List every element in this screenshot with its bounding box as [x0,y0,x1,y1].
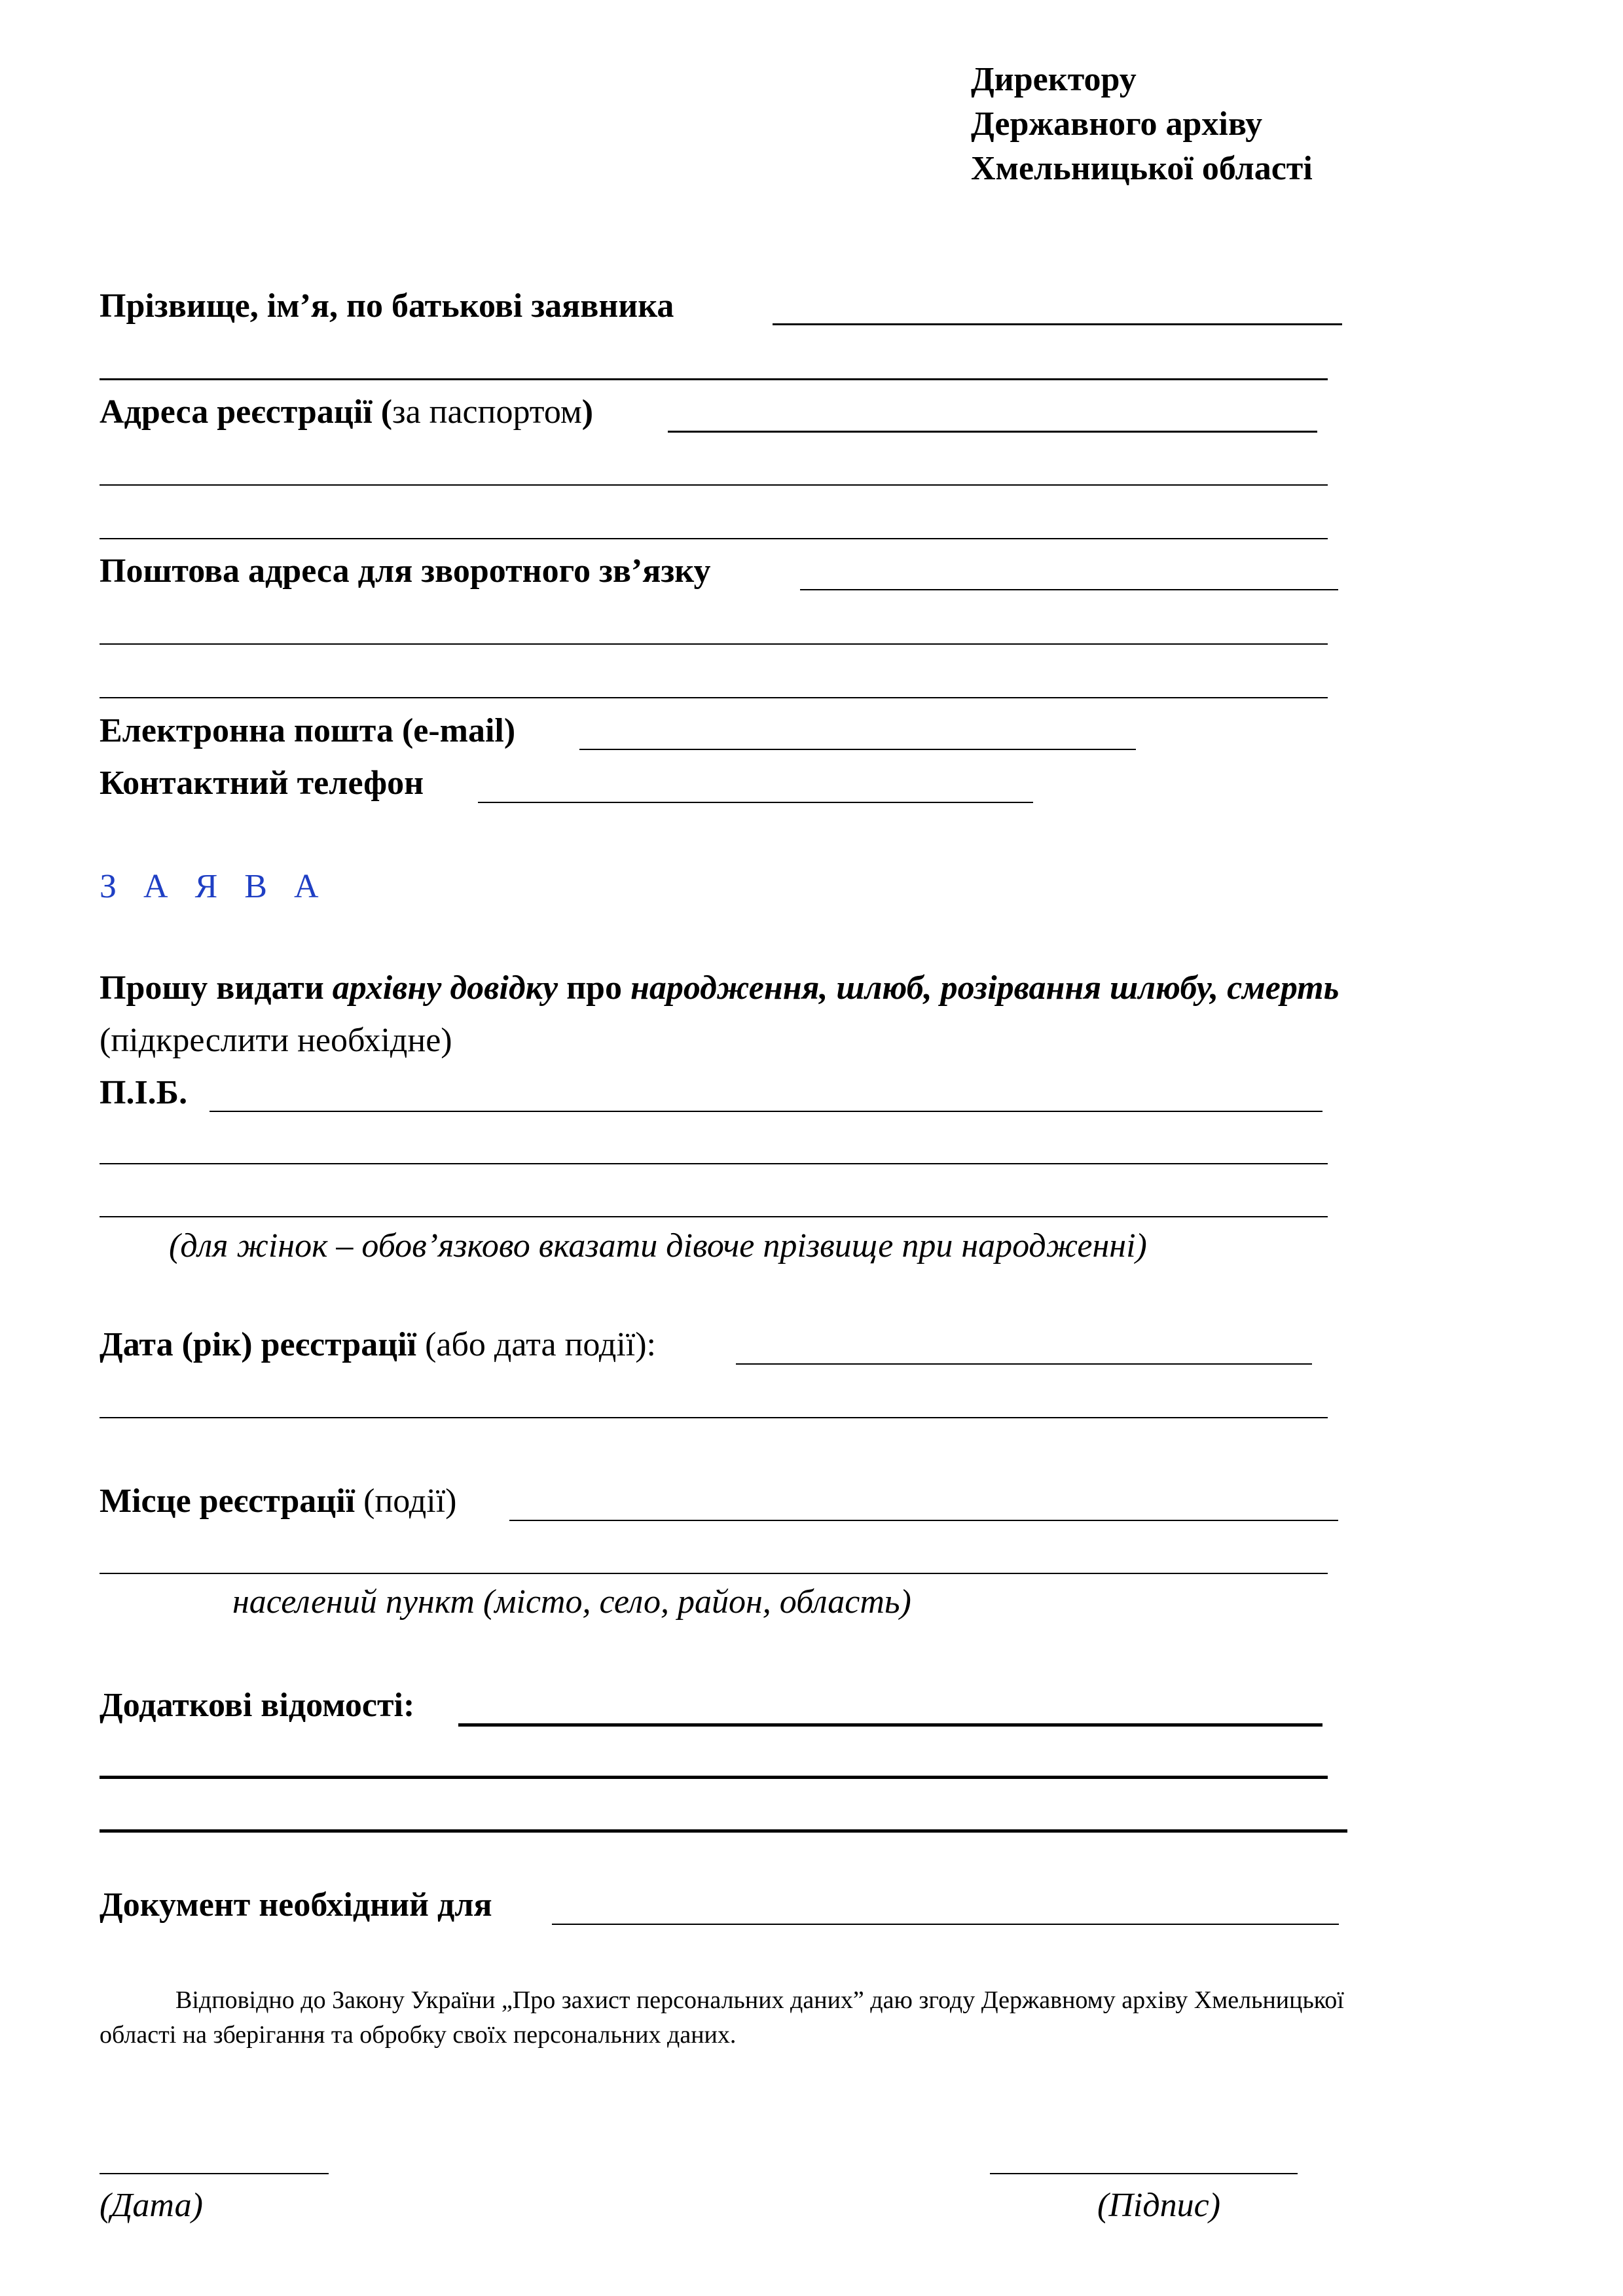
applicant-name-field[interactable] [773,323,1342,325]
registration-address-field-line-3[interactable] [100,538,1328,539]
phone-label: Контактний телефон [100,764,424,802]
registration-address-field-line-2[interactable] [100,484,1328,486]
applicant-name-field-line-2[interactable] [100,378,1328,380]
registration-date-label-bold: Дата (рік) реєстрації [100,1326,417,1363]
registration-place-field[interactable] [509,1520,1338,1521]
additional-info-field-line-2[interactable] [100,1776,1328,1779]
registration-place-label [100,1482,456,1521]
registration-date-label-note: (або дата події): [416,1326,657,1363]
date-caption: (Дата) [100,2187,203,2224]
addressee-line-1: Директору [971,61,1137,98]
pib-field-line-3[interactable] [100,1216,1328,1217]
request-text-archive-certificate: архівну довідку [332,969,558,1007]
registration-address-field[interactable] [668,431,1317,433]
email-field[interactable] [579,749,1136,750]
signature-field[interactable] [990,2173,1298,2174]
postal-address-field-line-2[interactable] [100,643,1328,645]
pib-field-line-2[interactable] [100,1163,1328,1164]
consent-line-1: Відповідно до Закону України „Про захист персональних даних” даю згоду Державному архіву Хмельницької [175,1986,1344,2014]
registration-date-field-line-2[interactable] [100,1417,1328,1418]
request-note: (підкреслити необхідне) [100,1022,452,1059]
registration-date-field[interactable] [736,1363,1312,1365]
pib-label: П.І.Б. [100,1074,188,1111]
registration-address-label-close: ) [581,393,594,431]
consent-line-2: області на зберігання та обробку своїх персональних даних. [100,2021,737,2049]
women-maiden-name-note: (для жінок – обов’язково вказати дівоче прізвище при народженні) [169,1227,1147,1265]
addressee-line-3: Хмельницької області [971,150,1313,187]
postal-address-field-line-3[interactable] [100,697,1328,698]
registration-address-label-note: за паспортом [392,393,582,431]
additional-info-label: Додаткові відомості: [100,1687,415,1724]
document-purpose-field[interactable] [552,1924,1339,1925]
additional-info-field-line-3[interactable] [100,1829,1347,1833]
phone-field[interactable] [478,802,1033,803]
postal-address-field[interactable] [800,589,1338,590]
registration-address-label [100,393,593,432]
statement-heading: З А Я В А [100,868,328,905]
pib-field[interactable] [210,1111,1322,1112]
date-signature-field[interactable] [100,2173,329,2174]
email-label: Електронна пошта (e-mail) [100,712,516,749]
request-text-event-types: народження, шлюб, розірвання шлюбу, смерть [630,969,1340,1007]
registration-date-label [100,1325,656,1365]
signature-caption: (Підпис) [1097,2187,1221,2224]
registration-address-label-bold: Адреса реєстрації ( [100,393,393,431]
request-text [100,969,1339,1008]
applicant-name-label: Прізвище, ім’я, по батькові заявника [100,287,674,325]
addressee-line-2: Державного архіву [971,105,1263,143]
request-text-part-3: про [558,969,630,1007]
document-purpose-label: Документ необхідний для [100,1886,492,1924]
registration-place-hint: населений пункт (місто, село, район, область) [232,1583,911,1621]
registration-place-label-note: (події) [355,1482,457,1520]
postal-address-label: Поштова адреса для зворотного зв’язку [100,552,711,590]
registration-place-label-bold: Місце реєстрації [100,1482,356,1520]
additional-info-field[interactable] [458,1723,1322,1727]
request-text-part-1: Прошу видати [100,969,333,1007]
registration-place-field-line-2[interactable] [100,1573,1328,1574]
